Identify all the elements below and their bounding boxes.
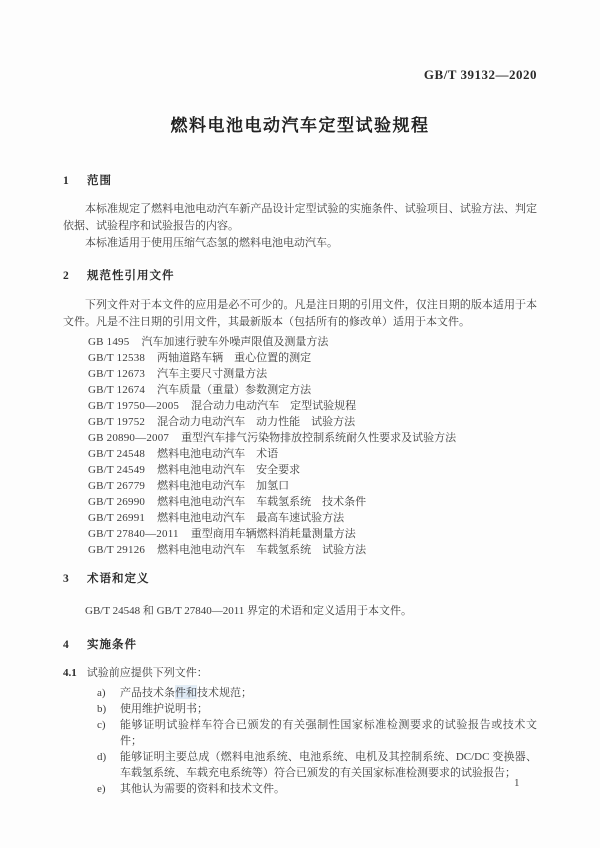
list-item-c-marker: c) — [97, 719, 106, 731]
reference-item — [63, 446, 537, 462]
reference-code: GB/T 12674 — [88, 384, 146, 396]
section-3-number: 3 — [63, 573, 69, 585]
section-3-heading — [63, 571, 537, 588]
clause-4-1-number: 4.1 — [63, 667, 77, 679]
reference-title: 重型商用车辆燃料消耗量测量方法 — [190, 528, 356, 540]
reference-item — [63, 398, 537, 414]
section-4-title: 实施条件 — [87, 639, 137, 651]
reference-item — [63, 414, 537, 430]
reference-title: 混合动力电动汽车 动力性能 试验方法 — [157, 416, 356, 428]
reference-item — [63, 526, 537, 542]
standard-code: GB/T 39132—2020 — [423, 67, 537, 82]
list-item-b-text: 使用维护说明书； — [120, 703, 208, 715]
reference-title: 重型汽车排气污染物排放控制系统耐久性要求及试验方法 — [181, 432, 457, 444]
reference-code: GB/T 12673 — [88, 368, 146, 380]
list-item-e-text: 其他认为需要的资料和技术文件。 — [120, 783, 285, 795]
reference-item — [63, 382, 537, 398]
reference-title: 汽车加速行驶车外噪声限值及测量方法 — [141, 336, 329, 348]
reference-title: 汽车主要尺寸测量方法 — [157, 368, 268, 380]
reference-code: GB/T 26779 — [88, 480, 146, 492]
reference-code: GB/T 27840—2011 — [88, 528, 179, 540]
clause-4-1-item-list — [63, 685, 537, 797]
section-2-intro: 下列文件对于本文件的应用是必不可少的。凡是注日期的引用文件，仅注日期的版本适用于本文件。凡是不注日期的引用文件，其最新版本（包括所有的修改单）适用于本文件。 — [63, 299, 537, 328]
document-title: 燃料电池电动汽车定型试验规程 — [170, 116, 430, 135]
reference-code: GB 1495 — [88, 336, 130, 348]
clause-4-1-text: 试验前应提供下列文件： — [86, 667, 208, 679]
reference-code: GB/T 26990 — [88, 496, 146, 508]
list-item-e-marker: e) — [97, 783, 106, 795]
reference-title: 燃料电池电动汽车 车载氢系统 技术条件 — [157, 496, 367, 508]
reference-item — [63, 478, 537, 494]
reference-code: GB/T 12538 — [88, 352, 146, 364]
list-item-e — [63, 781, 537, 797]
reference-item — [63, 350, 537, 366]
section-3-paragraph: GB/T 24548 和 GB/T 27840—2011 界定的术语和定义适用于本文件。 — [85, 605, 413, 617]
section-2-title: 规范性引用文件 — [87, 270, 175, 282]
reference-code: GB/T 24548 — [88, 448, 146, 460]
reference-title: 混合动力电动汽车 定型试验规程 — [191, 400, 357, 412]
list-item-d — [63, 749, 537, 781]
reference-title: 两轴道路车辆 重心位置的测定 — [157, 352, 312, 364]
list-item-a — [63, 685, 537, 701]
list-item-d-text: 能够证明主要总成（燃料电池系统、电池系统、电机及其控制系统、DC/DC 变换器、车载氢系统、车载充电系统等）符合已颁发的有关国家标准检测要求的试验报告； — [120, 751, 537, 779]
list-item-a-marker: a) — [97, 687, 106, 699]
reference-code: GB/T 19750—2005 — [88, 400, 180, 412]
page-number: 1 — [514, 777, 520, 789]
section-1-title: 范围 — [87, 175, 112, 187]
reference-title: 汽车质量（重量）参数测定方法 — [157, 384, 312, 396]
list-item-a-text-post: 技术规范； — [197, 687, 252, 699]
section-1-paragraph-1: 本标准规定了燃料电池电动汽车新产品设计定型试验的实施条件、试验项目、试验方法、判定依据、试验程序和试验报告的内容。 — [63, 203, 537, 232]
reference-item — [63, 334, 537, 350]
normative-references-list — [63, 334, 537, 558]
clause-4-1 — [63, 665, 537, 682]
reference-code: GB/T 26991 — [88, 512, 146, 524]
reference-title: 燃料电池电动汽车 最高车速试验方法 — [157, 512, 345, 524]
reference-item — [63, 542, 537, 558]
reference-item — [63, 430, 537, 446]
section-2-heading — [63, 268, 537, 285]
reference-code: GB 20890—2007 — [88, 432, 170, 444]
list-item-c-text: 能够证明试验样车符合已颁发的有关强制性国家标准检测要求的试验报告或技术文件； — [120, 719, 537, 747]
section-4-heading — [63, 637, 537, 654]
section-1-heading — [63, 173, 537, 190]
reference-item — [63, 462, 537, 478]
list-item-d-marker: d) — [97, 751, 107, 763]
reference-code: GB/T 29126 — [88, 544, 146, 556]
reference-code: GB/T 19752 — [88, 416, 146, 428]
section-1-paragraph-2: 本标准适用于使用压缩气态氢的燃料电池电动汽车。 — [85, 237, 338, 249]
scan-highlight-artifact: 件和 — [175, 687, 197, 699]
list-item-c — [63, 717, 537, 749]
section-1-number: 1 — [63, 175, 69, 187]
reference-title: 燃料电池电动汽车 加氢口 — [157, 480, 290, 492]
reference-title: 燃料电池电动汽车 安全要求 — [157, 464, 301, 476]
list-item-b — [63, 701, 537, 717]
reference-code: GB/T 24549 — [88, 464, 146, 476]
section-3-title: 术语和定义 — [87, 573, 150, 585]
reference-item — [63, 366, 537, 382]
list-item-a-text-pre: 产品技术条 — [120, 687, 175, 699]
list-item-b-marker: b) — [97, 703, 107, 715]
section-2-number: 2 — [63, 270, 69, 282]
reference-item — [63, 510, 537, 526]
section-4-number: 4 — [63, 639, 69, 651]
reference-title: 燃料电池电动汽车 车载氢系统 试验方法 — [157, 544, 367, 556]
reference-title: 燃料电池电动汽车 术语 — [157, 448, 279, 460]
reference-item — [63, 494, 537, 510]
